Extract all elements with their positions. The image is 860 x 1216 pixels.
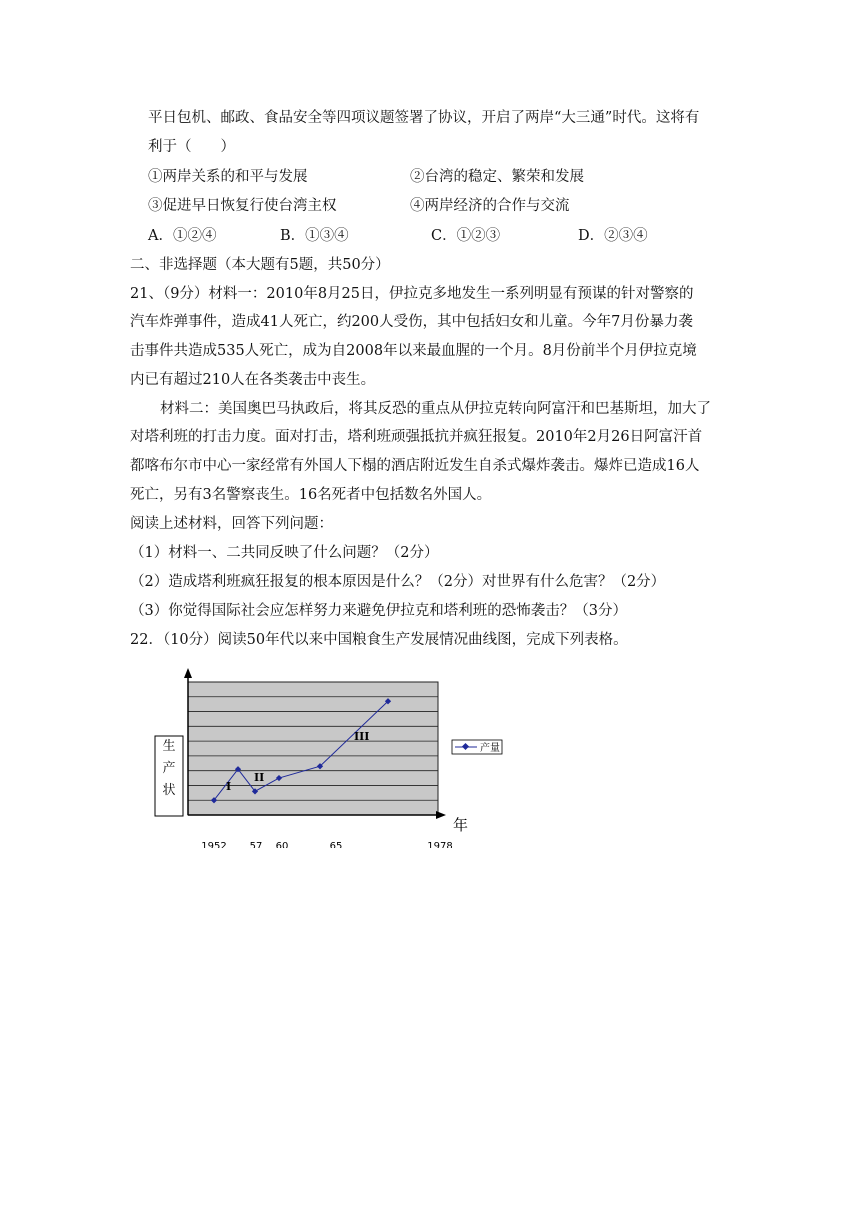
q21-subquestion-1: （1）材料一、二共同反映了什么问题？（2分） [130, 545, 439, 561]
grain-production-chart [150, 668, 530, 848]
q21-material1-line4: 内已有超过210人在各类袭击中丧生。 [130, 372, 376, 388]
chart-svg [150, 668, 530, 848]
x-tick-label: 1952 [201, 841, 227, 848]
q21-subquestion-3: （3）你觉得国际社会应怎样努力来避免伊拉克和塔利班的恐怖袭击？（3分） [130, 603, 627, 619]
stage-label: III [354, 730, 370, 743]
q21-material2-line3: 都喀布尔市中心一家经常有外国人下榻的酒店附近发生自杀式爆炸袭击。爆炸已造成16人 [130, 458, 700, 474]
q20-option-2: ②台湾的稳定、繁荣和发展 [410, 169, 584, 185]
legend-label: 产量 [480, 743, 500, 754]
q21-material1-line1: 21、（9分）材料一：2010年8月25日，伊拉克多地发生一系列明显有预谋的针对警察的 [130, 286, 694, 302]
q20-stem-line1: 平日包机、邮政、食品安全等四项议题签署了协议，开启了两岸“大三通”时代。这将有 [148, 110, 700, 126]
q20-choice-a: A．①②④ [148, 228, 217, 244]
stage-label: II [254, 771, 265, 784]
legend [452, 740, 502, 754]
q20-option-1: ①两岸关系的和平与发展 [148, 169, 308, 185]
x-axis-arrow [436, 811, 446, 819]
section-heading: 二、非选择题（本大题有5题，共50分） [130, 257, 390, 273]
plot-area [188, 682, 438, 815]
q22-question: 22．（10分）阅读50年代以来中国粮食生产发展情况曲线图，完成下列表格。 [130, 632, 628, 648]
q20-stem-line2: 利于（ ） [148, 139, 235, 155]
q21-material2-line1: 材料二：美国奥巴马执政后，将其反恐的重点从伊拉克转向阿富汗和巴基斯坦，加大了 [160, 401, 711, 417]
q21-material2-line2: 对塔利班的打击力度。面对打击，塔利班顽强抵抗并疯狂报复。2010年2月26日阿富汗首 [130, 429, 703, 445]
q20-option-3: ③促进早日恢复行使台湾主权 [148, 198, 337, 214]
y-axis-arrow [184, 668, 192, 678]
x-tick-label: 60 [275, 841, 289, 848]
x-tick-labels [201, 841, 452, 848]
stage-label: I [226, 780, 232, 793]
x-axis-label: 年 [453, 816, 469, 834]
q20-choice-b: B．①③④ [280, 228, 349, 244]
q21-material1-line3: 击事件共造成535人死亡，成为自2008年以来最血腥的一个月。8月份前半个月伊拉克境 [130, 343, 697, 359]
x-tick-label: 65 [329, 841, 343, 848]
q21-material2-line4: 死亡，另有3名警察丧生。16名死者中包括数名外国人。 [130, 487, 492, 503]
y-axis-label: 生产状 [162, 739, 176, 798]
q21-subquestion-2: （2）造成塔利班疯狂报复的根本原因是什么？（2分）对世界有什么危害？（2分） [130, 574, 666, 590]
q20-choice-c: C．①②③ [431, 228, 501, 244]
q20-option-4: ④两岸经济的合作与交流 [410, 198, 570, 214]
x-tick-label: 1978 [427, 841, 453, 848]
q20-choice-d: D．②③④ [578, 228, 648, 244]
x-tick-label: 57 [249, 841, 263, 848]
q21-read-instruction: 阅读上述材料，回答下列问题： [130, 516, 333, 532]
q21-material1-line2: 汽车炸弹事件，造成41人死亡，约200人受伤，其中包括妇女和儿童。今年7月份暴力袭 [130, 314, 693, 330]
